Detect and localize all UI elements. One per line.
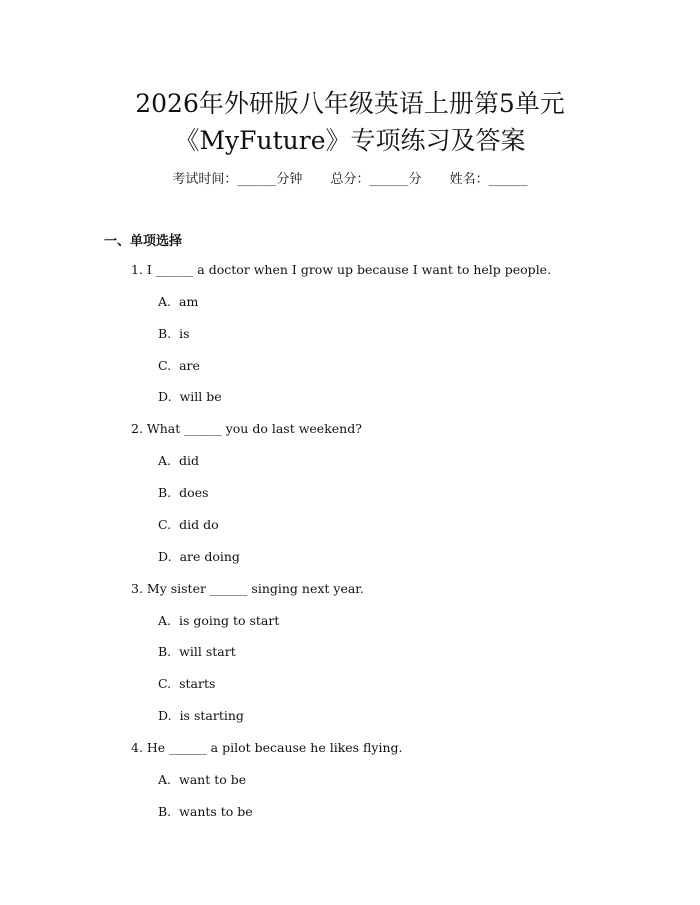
option-letter: B. (158, 326, 172, 341)
question-2-stem: 2. What ______ you do last weekend? (131, 421, 362, 436)
option-text: does (179, 485, 209, 500)
exam-meta-row (0, 168, 700, 187)
exam-score-blank: ______ (369, 172, 409, 187)
question-4-stem: 4. He ______ a pilot because he likes flying. (131, 740, 403, 755)
question-2-option-b (158, 485, 209, 500)
question-3-option-a (158, 613, 279, 628)
option-text: is (179, 326, 190, 341)
question-3-option-c (158, 676, 215, 691)
option-text: is going to start (179, 613, 280, 628)
option-letter: B. (158, 804, 172, 819)
exam-score-unit: 分 (408, 172, 422, 187)
document-title-line-1: 2026年外研版八年级英语上册第5单元 (135, 89, 565, 118)
student-name-blank: ______ (488, 172, 528, 187)
option-text: is starting (179, 708, 244, 723)
student-name-field (450, 172, 528, 187)
exam-time-label: 考试时间： (172, 172, 238, 187)
question-3-stem: 3. My sister ______ singing next year. (131, 581, 364, 596)
option-text: wants to be (179, 804, 253, 819)
exam-score-field (330, 172, 425, 187)
document-title-line-2: 《MyFuture》专项练习及答案 (174, 126, 526, 155)
option-text: want to be (179, 772, 247, 787)
option-letter: A. (158, 453, 172, 468)
exam-time-unit: 分钟 (276, 172, 303, 187)
question-1-option-d (158, 389, 222, 404)
exam-time-field (172, 172, 306, 187)
option-letter: A. (158, 294, 172, 309)
question-4-option-b (158, 804, 253, 819)
option-letter: C. (158, 358, 172, 373)
student-name-label: 姓名： (449, 172, 489, 187)
option-text: am (179, 294, 199, 309)
option-text: starts (179, 676, 216, 691)
option-text: will be (179, 389, 222, 404)
question-1-option-b (158, 326, 190, 341)
option-letter: C. (158, 676, 172, 691)
exam-time-blank: ______ (237, 172, 277, 187)
option-letter: B. (158, 485, 172, 500)
question-1-stem: 1. I ______ a doctor when I grow up because I want to help people. (131, 262, 552, 277)
option-letter: D. (158, 549, 172, 564)
option-letter: D. (158, 708, 172, 723)
option-letter: A. (158, 613, 172, 628)
option-text: are (179, 358, 200, 373)
option-text: will start (179, 644, 236, 659)
option-letter: A. (158, 772, 172, 787)
question-1-option-a (158, 294, 198, 309)
exam-score-label: 总分： (330, 172, 370, 187)
question-2-option-a (158, 453, 199, 468)
option-letter: B. (158, 644, 172, 659)
option-letter: C. (158, 517, 172, 532)
question-2-option-d (158, 549, 240, 564)
option-letter: D. (158, 389, 172, 404)
option-text: are doing (179, 549, 240, 564)
option-text: did (179, 453, 200, 468)
question-4-option-a (158, 772, 246, 787)
option-text: did do (179, 517, 219, 532)
section-heading-single-choice: 一、单项选择 (104, 234, 183, 249)
question-3-option-d (158, 708, 244, 723)
question-3-option-b (158, 644, 236, 659)
question-2-option-c (158, 517, 219, 532)
question-1-option-c (158, 358, 200, 373)
